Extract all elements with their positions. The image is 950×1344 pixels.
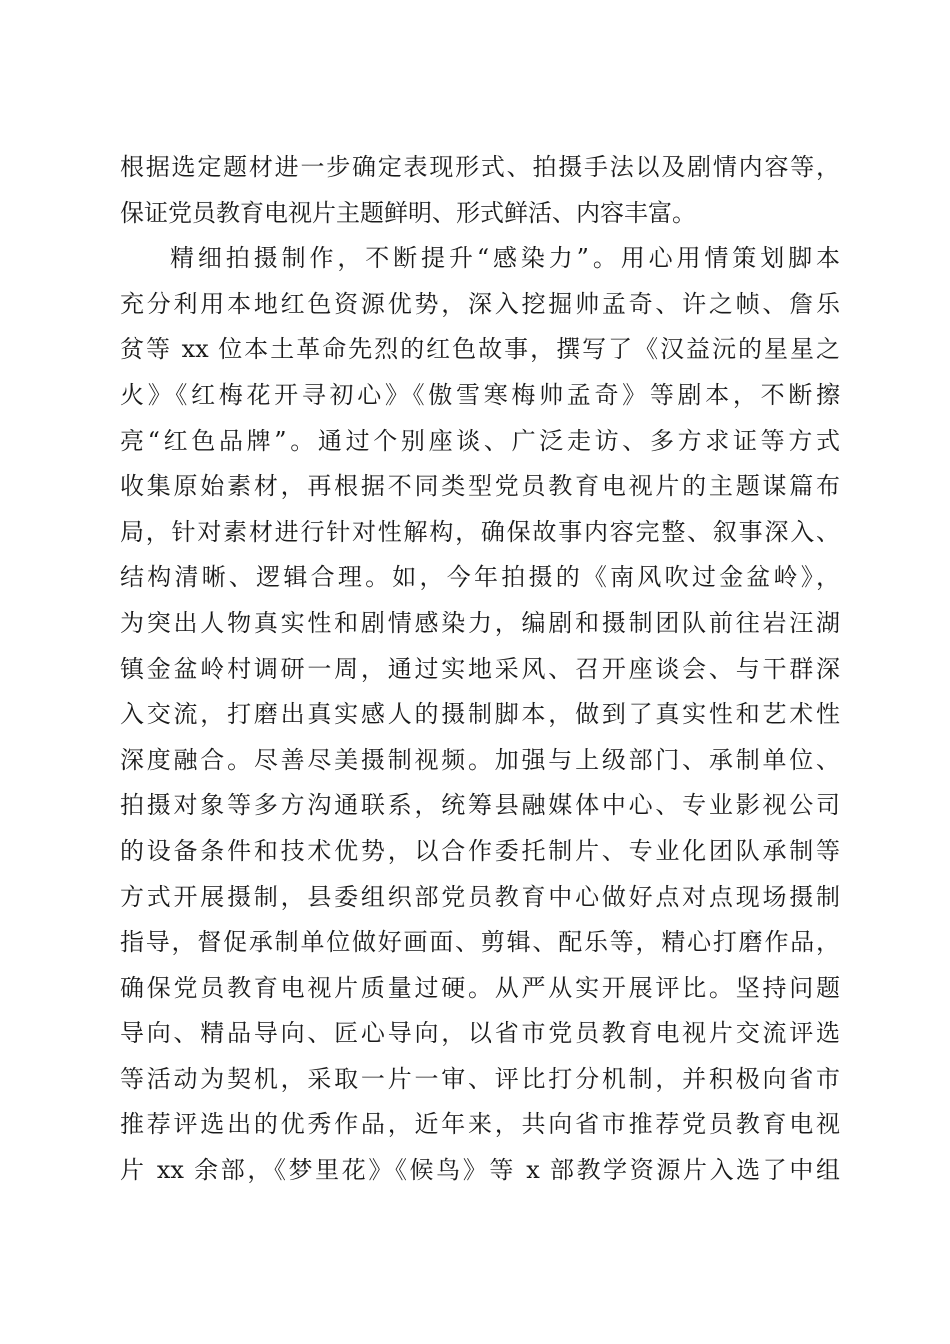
text-line: 镇金盆岭村调研一周，通过实地采风、召开座谈会、与干群深 [120, 654, 840, 683]
text-line: 导向、精品导向、匠心导向，以省市党员教育电视片交流评选 [120, 1019, 840, 1048]
text-line: 推荐评选出的优秀作品，近年来，共向省市推荐党员教育电视 [120, 1110, 840, 1139]
text-line: 等活动为契机，采取一片一审、评比打分机制，并积极向省市 [120, 1064, 840, 1093]
text-line: 拍摄对象等多方沟通联系，统筹县融媒体中心、专业影视公司 [120, 791, 840, 820]
body-text [120, 145, 840, 1194]
text-line: 方式开展摄制，县委组织部党员教育中心做好点对点现场摄制 [120, 882, 840, 911]
text-line: 的设备条件和技术优势，以合作委托制片、专业化团队承制等 [120, 836, 840, 865]
text-line: 指导，督促承制单位做好画面、剪辑、配乐等，精心打磨作品， [120, 928, 840, 957]
text-line: 根据选定题材进一步确定表现形式、拍摄手法以及剧情内容等， [120, 153, 840, 181]
text-line: 局，针对素材进行针对性解构，确保故事内容完整、叙事深入、 [120, 517, 840, 546]
text-line: 火》《红梅花开寻初心》《傲雪寒梅帅孟奇》等剧本，不断擦 [120, 380, 840, 409]
text-line: 为突出人物真实性和剧情感染力，编剧和摄制团队前往岩汪湖 [120, 608, 840, 637]
text-line: 收集原始素材，再根据不同类型党员教育电视片的主题谋篇布 [120, 472, 840, 501]
text-line: 贫等 xx 位本土革命先烈的红色故事，撰写了《汉益沅的星星之 [120, 335, 840, 364]
text-line: 确保党员教育电视片质量过硬。从严从实开展评比。坚持问题 [120, 973, 840, 1002]
text-line: 结构清晰、逻辑合理。如，今年拍摄的《南风吹过金盆岭》， [120, 563, 840, 592]
text-line: 片 xx 余部，《梦里花》《候鸟》等 x 部教学资源片入选了中组 [120, 1156, 840, 1185]
paragraph-start-line: 精细拍摄制作，不断提升“感染力”。用心用情策划脚本 [170, 244, 840, 273]
text-line: 保证党员教育电视片主题鲜明、形式鲜活、内容丰富。 [120, 198, 696, 227]
text-line: 深度融合。尽善尽美摄制视频。加强与上级部门、承制单位、 [120, 745, 840, 774]
text-line: 亮“红色品牌”。通过个别座谈、广泛走访、多方求证等方式 [120, 426, 840, 455]
text-line: 充分利用本地红色资源优势，深入挖掘帅孟奇、许之帧、詹乐 [120, 289, 840, 318]
text-line: 入交流，打磨出真实感人的摄制脚本，做到了真实性和艺术性 [120, 700, 840, 729]
